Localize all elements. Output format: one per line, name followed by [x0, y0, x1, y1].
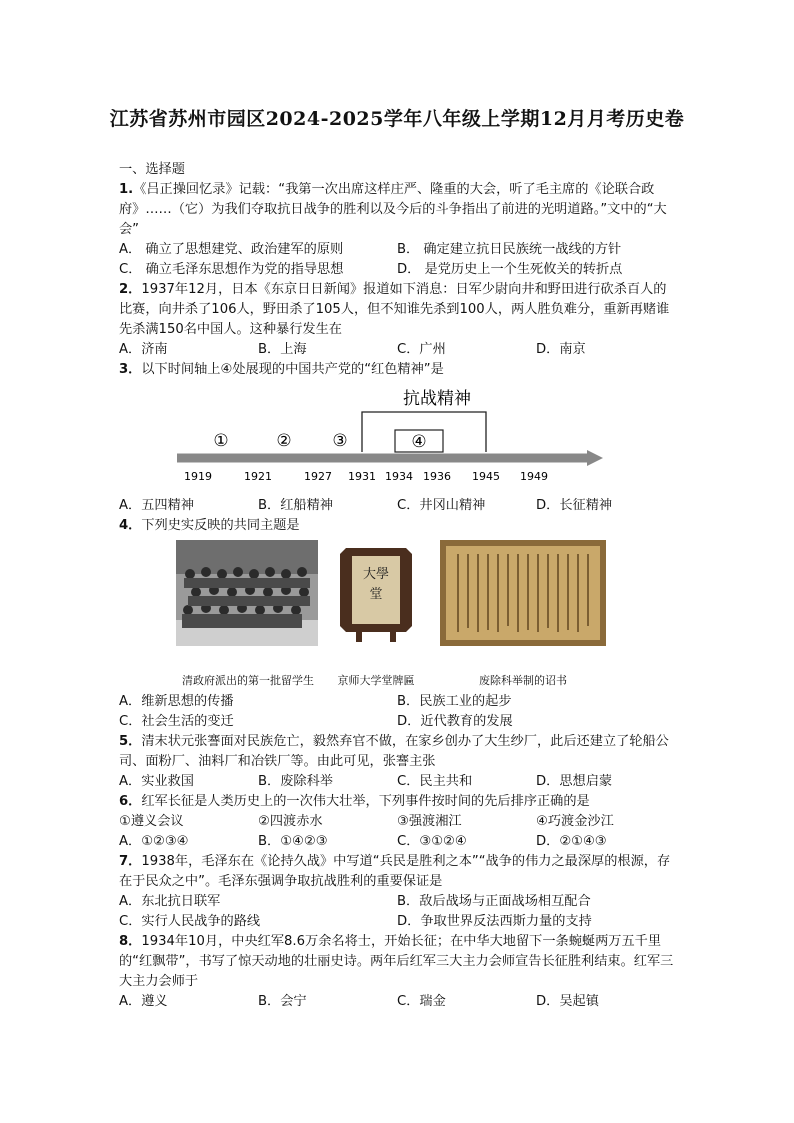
- svg-text:堂: 堂: [369, 587, 383, 602]
- section-heading: 一、选择题: [119, 162, 185, 177]
- question-6-events: [119, 812, 675, 832]
- question-6-options: [119, 832, 675, 852]
- timeline-arrow: [587, 450, 603, 466]
- question-7-options-row1: [119, 892, 675, 912]
- question-3: [119, 360, 675, 516]
- option-b[interactable]: B．上海: [258, 342, 307, 357]
- option-c[interactable]: C．实行人民战争的路线: [119, 914, 261, 929]
- exam-content: [119, 160, 675, 1012]
- question-6: [119, 792, 675, 852]
- question-1-stem: 1.《吕正操回忆录》记载：“我第一次出席这样庄严、隆重的大会，听了毛主席的《论联合政府》……（它）为我们夺取抗日战争的胜利以及今后的斗争指出了前进的光明道路。”文中的“大会”: [119, 182, 667, 237]
- option-c[interactable]: C．广州: [397, 342, 446, 357]
- question-7: [119, 852, 675, 932]
- option-a[interactable]: A．五四精神: [119, 498, 194, 513]
- question-8-options: [119, 992, 675, 1012]
- option-b[interactable]: B． 确定建立抗日民族统一战线的方针: [397, 242, 622, 257]
- option-a[interactable]: A．东北抗日联军: [119, 894, 221, 909]
- event-2: ②四渡赤水: [258, 814, 323, 829]
- question-4: [119, 516, 675, 732]
- marker-4: ④: [411, 432, 427, 452]
- event-3: ③强渡湘江: [397, 814, 462, 829]
- option-d[interactable]: D．近代教育的发展: [397, 714, 513, 729]
- question-8: [119, 932, 675, 1012]
- year-1927: 1927: [304, 470, 332, 483]
- question-4-options-row1: [119, 692, 675, 712]
- year-1931: 1931: [348, 470, 376, 483]
- option-d[interactable]: D．争取世界反法西斯力量的支持: [397, 914, 592, 929]
- question-4-figures: [119, 536, 675, 692]
- question-3-stem: 3．以下时间轴上④处展现的中国共产党的“红色精神”是: [119, 362, 444, 377]
- question-2-options: [119, 340, 675, 360]
- year-1936: 1936: [423, 470, 451, 483]
- question-5: [119, 732, 675, 792]
- option-d[interactable]: D．思想启蒙: [536, 774, 613, 789]
- plaque-text: 大學: [362, 567, 390, 582]
- option-c[interactable]: C．井冈山精神: [397, 498, 486, 513]
- event-1: ①遵义会议: [119, 814, 184, 829]
- timeline-svg: [119, 380, 675, 490]
- caption-plaque: 京师大学堂牌匾: [337, 674, 415, 687]
- option-a[interactable]: A．①②③④: [119, 834, 189, 849]
- event-4: ④巧渡金沙江: [536, 814, 614, 829]
- question-6-stem: 6．红军长征是人类历史上的一次伟大壮举，下列事件按时间的先后排序正确的是: [119, 794, 590, 809]
- option-c[interactable]: C．瑞金: [397, 994, 446, 1009]
- question-1: [119, 180, 675, 280]
- timeline-figure: [119, 380, 675, 496]
- question-2-stem: 2．1937年12月，日本《东京日日新闻》报道如下消息：日军少尉向井和野田进行砍杀百人的比赛，向井杀了106人，野田杀了105人，但不知谁先杀到100人，两人胜负难分，重新再赌谁先杀满150名中国人。这种暴行发生在: [119, 282, 670, 337]
- question-3-options: [119, 496, 675, 516]
- question-2: [119, 280, 675, 360]
- caption-edict: 废除科举制的诏书: [479, 674, 567, 687]
- option-b[interactable]: B．①④②③: [258, 834, 328, 849]
- option-a[interactable]: A．维新思想的传播: [119, 694, 234, 709]
- option-b[interactable]: B．敌后战场与正面战场相互配合: [397, 894, 591, 909]
- question-5-stem: 5．清末状元张謇面对民族危亡，毅然弃官不做，在家乡创办了大生纱厂，此后还建立了轮船公司、面粉厂、油料厂和冶铁厂等。由此可见，张謇主张: [119, 734, 669, 769]
- question-1-options-row2: [119, 260, 675, 280]
- question-8-stem: 8．1934年10月，中央红军8.6万余名将士，开始长征；在中华大地留下一条蜿蜒两万五千里的“红飘带”，书写了惊天动地的壮丽史诗。两年后红军三大主力会师宣告长征胜利结束。红军三大主力会师于: [119, 934, 674, 989]
- students-photo: [176, 540, 318, 646]
- question-5-options: [119, 772, 675, 792]
- option-b[interactable]: B．民族工业的起步: [397, 694, 512, 709]
- option-d[interactable]: D． 是党历史上一个生死攸关的转折点: [397, 262, 623, 277]
- option-c[interactable]: C．③①②④: [397, 834, 467, 849]
- option-d[interactable]: D．长征精神: [536, 498, 613, 513]
- plaque-photo: [332, 540, 420, 646]
- year-1921: 1921: [244, 470, 272, 483]
- option-a[interactable]: A．遵义: [119, 994, 168, 1009]
- option-d[interactable]: D．吴起镇: [536, 994, 599, 1009]
- question-7-stem: 7．1938年，毛泽东在《论持久战》中写道“兵民是胜利之本”“战争的伟力之最深厚的根源，存在于民众之中”。毛泽东强调争取抗战胜利的重要保证是: [119, 854, 671, 889]
- question-4-options-row2: [119, 712, 675, 732]
- marker-1: ①: [213, 431, 229, 451]
- option-a[interactable]: A．实业救国: [119, 774, 194, 789]
- option-d[interactable]: D．②①④③: [536, 834, 607, 849]
- option-c[interactable]: C．民主共和: [397, 774, 473, 789]
- question-1-options-row1: [119, 240, 675, 260]
- year-1919: 1919: [184, 470, 212, 483]
- caption-students: 清政府派出的第一批留学生: [182, 674, 314, 687]
- marker-2: ②: [276, 431, 292, 451]
- option-b[interactable]: B．废除科举: [258, 774, 333, 789]
- page-title: 江苏省苏州市园区2024-2025学年八年级上学期12月月考历史卷: [109, 108, 685, 130]
- bracket-label: 抗战精神: [403, 389, 471, 409]
- year-1949: 1949: [520, 470, 548, 483]
- year-1934: 1934: [385, 470, 413, 483]
- question-7-options-row2: [119, 912, 675, 932]
- option-a[interactable]: A． 确立了思想建党、政治建军的原则: [119, 242, 344, 257]
- option-b[interactable]: B．会宁: [258, 994, 307, 1009]
- option-a[interactable]: A．济南: [119, 342, 168, 357]
- edict-photo: [440, 540, 606, 646]
- option-c[interactable]: C． 确立毛泽东思想作为党的指导思想: [119, 262, 344, 277]
- year-1945: 1945: [472, 470, 500, 483]
- option-b[interactable]: B．红船精神: [258, 498, 333, 513]
- marker-3: ③: [332, 431, 348, 451]
- option-d[interactable]: D．南京: [536, 342, 586, 357]
- question-4-stem: 4．下列史实反映的共同主题是: [119, 518, 300, 533]
- option-c[interactable]: C．社会生活的变迁: [119, 714, 234, 729]
